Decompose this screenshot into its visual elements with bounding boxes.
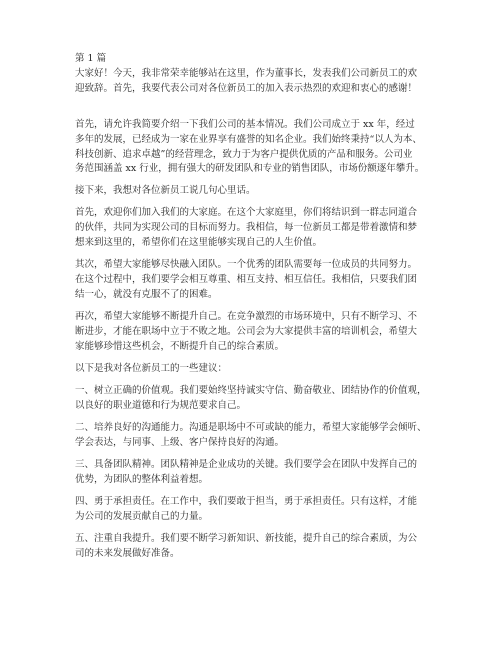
suggestion-2 xyxy=(75,421,435,451)
paragraph-transition xyxy=(75,184,435,199)
text-line: 接下来，我想对各位新员工说几句心里话。 xyxy=(75,185,256,196)
text-line: 的伙伴，共同为实现公司的目标而努力。我相信，每一位新员工都是带着激情和梦 xyxy=(75,221,418,233)
paragraph-self-improvement xyxy=(75,310,435,354)
suggestion-1 xyxy=(75,384,435,414)
text-line: 四、勇于承担责任。在工作中，我们要敢于担当，勇于承担责任。只有这样，才能 xyxy=(75,496,418,507)
text-line: 一、树立正确的价值观。我们要始终坚持诚实守信、勤奋敬业、团结协作的价值观， xyxy=(75,385,427,396)
paragraph-company-intro xyxy=(75,118,435,177)
section-heading: 第 1 篇 xyxy=(75,53,107,64)
text-line: 家能够珍惜这些机会，不断提升自己的综合素质。 xyxy=(75,340,285,352)
text-line: 司的未来发展做好准备。 xyxy=(75,547,180,559)
text-line: 首先，请允许我简要介绍一下我们公司的基本情况。我们公司成立于 xx 年，经过 xyxy=(75,119,415,130)
text-line: 三、具备团队精神。团队精神是企业成功的关键。我们要学会在团队中发挥自己的 xyxy=(75,459,418,470)
text-line: 在这个过程中，我们要学会相互尊重、相互支持、相互信任。我相信，只要我们团 xyxy=(75,273,418,285)
paragraph-team xyxy=(75,258,435,302)
text-line: 科技创新、追求卓越”的经营理念，致力于为客户提供优质的产品和服务。公司业 xyxy=(75,148,413,160)
text-line: 以下是我对各位新员工的一些建议： xyxy=(75,363,228,374)
suggestion-5 xyxy=(75,532,435,562)
text-line: 多年的发展，已经成为一家在业界享有盛誉的知名企业。我们始终秉持“以人为本、 xyxy=(75,133,422,145)
text-line: 务范围涵盖 xx 行业，拥有强大的研发团队和专业的销售团队，市场份额逐年攀升。 xyxy=(75,163,425,175)
paragraph-welcome-family xyxy=(75,206,435,250)
suggestion-3 xyxy=(75,458,435,488)
text-line: 其次，希望大家能够尽快融入团队。一个优秀的团队需要每一位成员的共同努力。 xyxy=(75,259,418,270)
text-line: 大家好！今天，我非常荣幸能够站在这里，作为董事长，发表我们公司新员工的欢 xyxy=(75,68,418,79)
paragraph-welcome xyxy=(75,67,435,97)
suggestion-4 xyxy=(75,495,435,525)
text-line: 断进步，才能在职场中立于不败之地。公司会为大家提供丰富的培训机会，希望大 xyxy=(75,325,418,337)
text-line: 首先，欢迎你们加入我们的大家庭。在这个大家庭里，你们将结识到一群志同道合 xyxy=(75,207,418,218)
text-line: 想来到这里的，希望你们在这里能够实现自己的人生价值。 xyxy=(75,236,323,248)
text-line: 学会表达，与同事、上级、客户保持良好的沟通。 xyxy=(75,436,285,448)
text-line: 以良好的职业道德和行为规范要求自己。 xyxy=(75,399,247,411)
paragraph-suggestions-intro xyxy=(75,362,435,377)
text-line: 再次，希望大家能够不断提升自己。在竞争激烈的市场环境中，只有不断学习、不 xyxy=(75,311,418,322)
text-line: 优势，为团队的整体利益着想。 xyxy=(75,473,209,485)
text-line: 二、培养良好的沟通能力。沟通是职场中不可或缺的能力，希望大家能够学会倾听、 xyxy=(75,422,427,433)
text-line: 为公司的发展贡献自己的力量。 xyxy=(75,510,209,522)
text-line: 迎致辞。首先，我要代表公司对各位新员工的加入表示热烈的欢迎和衷心的感谢！ xyxy=(75,82,418,94)
text-line: 五、注重自我提升。我们要不断学习新知识、新技能，提升自己的综合素质，为公 xyxy=(75,533,418,544)
text-line: 结一心，就没有克服不了的困难。 xyxy=(75,288,218,300)
